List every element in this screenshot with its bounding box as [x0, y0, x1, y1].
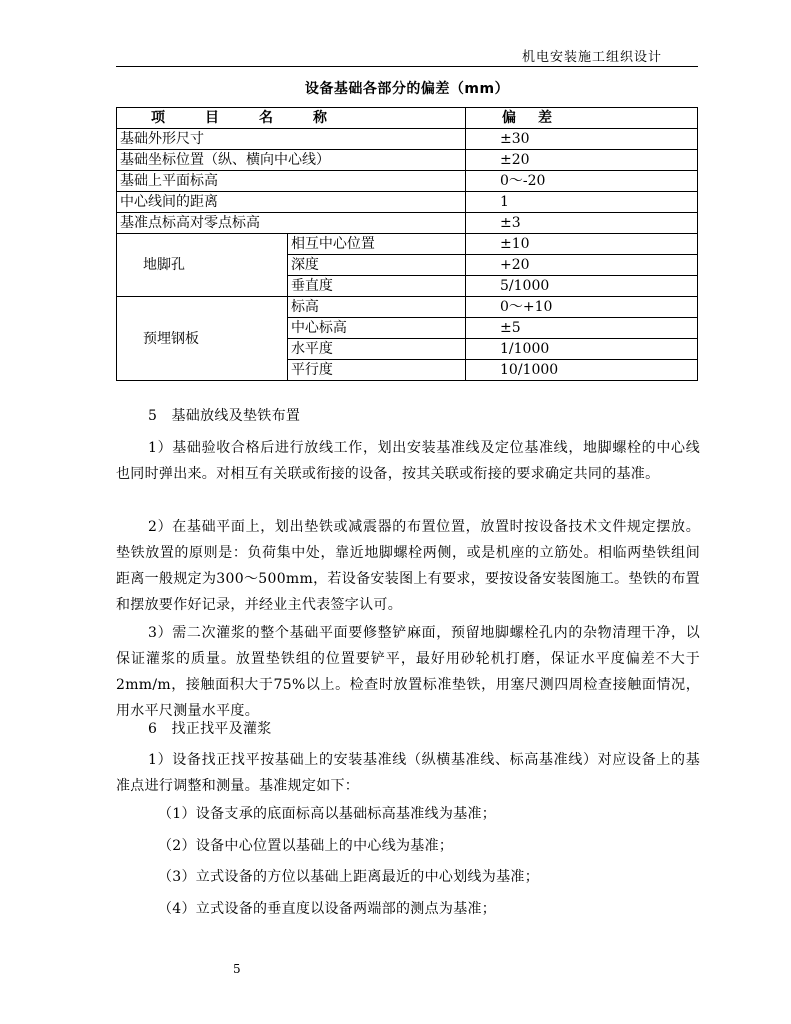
table-row: [117, 213, 698, 234]
table-header-row: [117, 108, 698, 129]
header-title: 机电安装施工组织设计: [521, 50, 662, 65]
table-row: [117, 150, 698, 171]
row-value: 0～-20: [466, 171, 698, 192]
paragraph-3: 3）需二次灌浆的整个基础平面要修整铲麻面，预留地脚螺栓孔内的杂物清理干净，以保证灌浆的质量。放置垫铁组的位置要铲平，最好用砂轮机打磨，保证水平度偏差不大于2mm/m，接触面积大于75%以上。检查时放置标准垫铁，用塞尺测四周检查接触面情况，用水平尺测量水平度。: [116, 625, 700, 719]
row-value: ±3: [466, 213, 698, 234]
row-value: ±30: [466, 129, 698, 150]
section-5-heading: 5 基础放线及垫铁布置: [148, 408, 301, 424]
row-value: ±10: [466, 234, 698, 255]
row-item: 平行度: [287, 360, 465, 381]
header-char: 项: [151, 110, 165, 126]
header-char: 差: [538, 110, 552, 126]
row-item: 中心标高: [287, 318, 465, 339]
header-char: 称: [313, 110, 327, 126]
row-name: 中心线间的距离: [117, 192, 466, 213]
row-value: +20: [466, 255, 698, 276]
header-deviation: [466, 108, 698, 129]
row-item: 垂直度: [287, 276, 465, 297]
row-value: 1/1000: [466, 339, 698, 360]
list-item: （3）立式设备的方位以基础上距离最近的中心划线为基准；: [158, 869, 540, 885]
table-row: [117, 171, 698, 192]
paragraph-1: 1）基础验收合格后进行放线工作，划出安装基准线及定位基准线，地脚螺栓的中心线也同时弹出来。对相互有关联或衔接的设备，按其关联或衔接的要求确定共同的基准。: [116, 440, 700, 482]
row-name: 基础上平面标高: [117, 171, 466, 192]
row-item: 相互中心位置: [287, 234, 465, 255]
row-value: ±5: [466, 318, 698, 339]
row-value: 1: [466, 192, 698, 213]
deviation-table: [116, 107, 698, 381]
page-header: [116, 44, 698, 67]
row-value: 0～+10: [466, 297, 698, 318]
group-name-anchor-hole: 地脚孔: [117, 234, 288, 297]
paragraph-2: 2）在基础平面上，划出垫铁或减震器的布置位置，放置时按设备技术文件规定摆放。垫铁放置的原则是：负荷集中处，靠近地脚螺栓两侧，或是机座的立筋处。相临两垫铁组间距离一般规定为300～500mm，若设备安装图上有要求，要按设备安装图施工。垫铁的布置和摆放要作好记录，并经业主代表签字认可。: [116, 519, 700, 613]
header-char: 名: [259, 110, 273, 126]
row-name: 基准点标高对零点标高: [117, 213, 466, 234]
row-name: 基础坐标位置（纵、横向中心线）: [117, 150, 466, 171]
list-item: （1）设备支承的底面标高以基础标高基准线为基准；: [158, 806, 497, 822]
table-title: 设备基础各部分的偏差（mm）: [304, 81, 510, 97]
table-row: [117, 192, 698, 213]
list-item: （4）立式设备的垂直度以设备两端部的测点为基准；: [158, 901, 497, 917]
table-row: [117, 234, 698, 255]
row-item: 深度: [287, 255, 465, 276]
paragraph-4: 1）设备找正找平按基础上的安装基准线（纵横基准线、标高基准线）对应设备上的基准点进行调整和测量。基准规定如下：: [116, 752, 700, 794]
row-item: 水平度: [287, 339, 465, 360]
list-item: （2）设备中心位置以基础上的中心线为基准；: [158, 838, 454, 854]
row-value: 5/1000: [466, 276, 698, 297]
table-row: [117, 129, 698, 150]
section-6-heading: 6 找正找平及灌浆: [148, 721, 272, 737]
row-name: 基础外形尺寸: [117, 129, 466, 150]
header-item-name: [117, 108, 466, 129]
row-value: ±20: [466, 150, 698, 171]
header-char: 目: [205, 110, 219, 126]
row-value: 10/1000: [466, 360, 698, 381]
page-number: 5: [233, 962, 241, 976]
table-row: [117, 297, 698, 318]
row-item: 标高: [287, 297, 465, 318]
group-name-embedded-plate: 预埋钢板: [117, 297, 288, 381]
header-char: 偏: [502, 110, 516, 126]
